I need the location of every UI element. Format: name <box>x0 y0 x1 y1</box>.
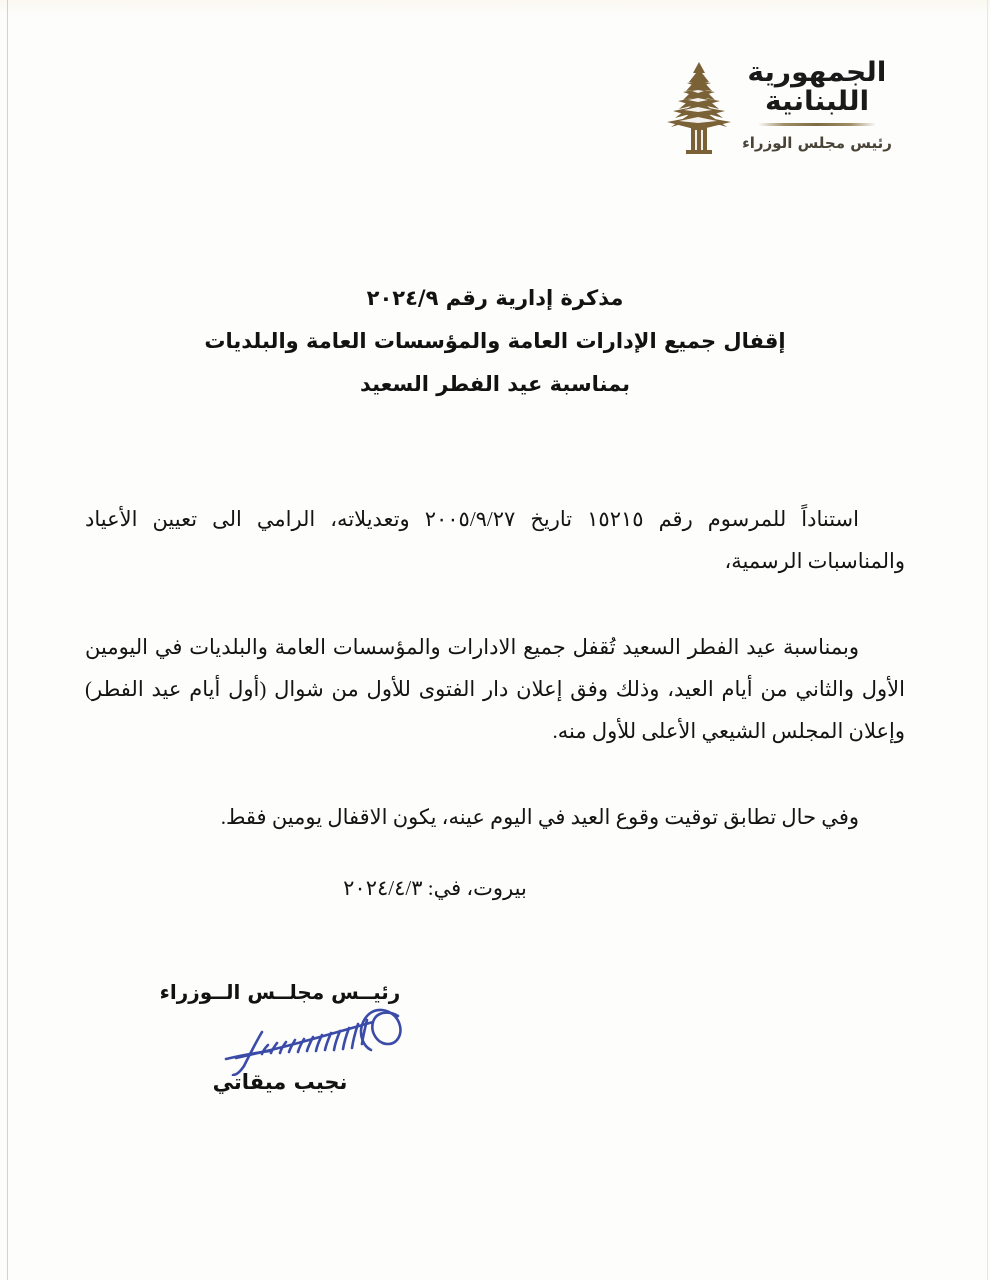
place-and-date: بيروت، في: ٢٠٢٤/٤/٣ <box>343 876 527 900</box>
signatory-name: نجيب ميقاتي <box>212 1070 348 1094</box>
memo-number-title: مذكرة إدارية رقم ٢٠٢٤/٩ <box>366 286 624 310</box>
emblem-caption: رئيس مجلس الوزراء <box>742 134 892 153</box>
memo-subject-line-2: بمناسبة عيد الفطر السعيد <box>359 372 631 396</box>
cedar-tree-icon <box>662 60 736 156</box>
emblem-line-1: الجمهورية <box>747 57 887 88</box>
scan-edge-right <box>987 0 988 1280</box>
document-body <box>85 498 905 901</box>
signatory-title: رئيــس مجلــس الــوزراء <box>159 980 401 1004</box>
signature-block <box>130 980 430 1094</box>
emblem-text-block <box>742 57 892 153</box>
scan-edge-left <box>7 0 8 1280</box>
body-paragraph-2: وبمناسبة عيد الفطر السعيد تُقفل جميع الادارات والمؤسسات العامة والبلديات في اليومين الأول والثاني من أيام العيد، وذلك وفق إعلان دار الفتوى للأول من شوال (أول أيام عيد الفطر) وإعلان المجلس الشيعي الأعلى للأول منه. <box>85 635 905 743</box>
body-paragraph-1: استناداً للمرسوم رقم ١٥٢١٥ تاريخ ٢٠٠٥/٩/٢٧ وتعديلاته، الرامي الى تعيين الأعياد والمناسبات الرسمية، <box>85 507 905 573</box>
emblem-divider <box>758 123 876 126</box>
document-title-block <box>0 288 990 395</box>
emblem-line-2: اللبنانية <box>764 86 870 118</box>
scan-haze <box>0 0 990 16</box>
body-paragraph-3: وفي حال تطابق توقيت وقوع العيد في اليوم عينه، يكون الاقفال يومين فقط. <box>220 805 859 829</box>
letterhead <box>662 58 902 156</box>
memo-subject-line-1: إقفال جميع الإدارات العامة والمؤسسات العامة والبلديات <box>204 329 786 353</box>
signature-mark <box>130 1002 430 1076</box>
